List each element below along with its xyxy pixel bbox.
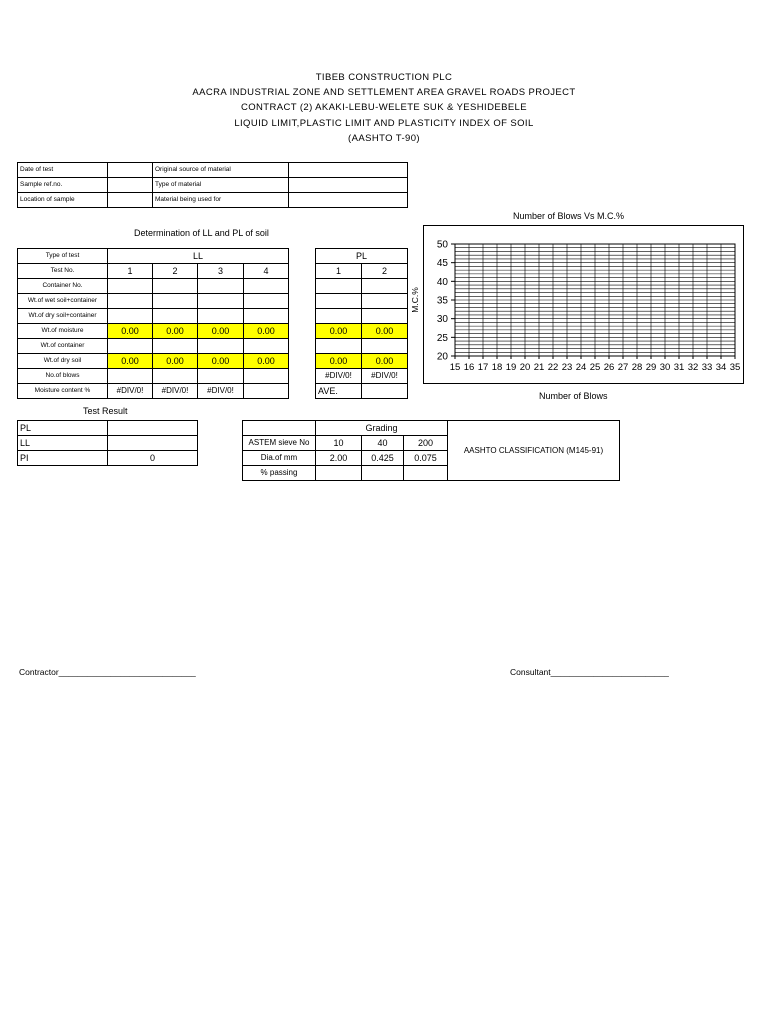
cell[interactable] xyxy=(198,309,244,324)
x-tick-label: 29 xyxy=(645,362,657,373)
x-tick-label: 26 xyxy=(603,362,615,373)
grading-table xyxy=(242,420,620,481)
ll-test-3: 3 xyxy=(198,264,244,279)
x-tick-label: 20 xyxy=(519,362,531,373)
cell[interactable] xyxy=(198,339,244,354)
use-label: Material being used for xyxy=(153,193,289,208)
cell[interactable] xyxy=(153,294,198,309)
chart-y-label: M.C.% xyxy=(410,287,420,313)
ll-result-value[interactable] xyxy=(108,436,198,451)
dry-soil-label: Wt.of dry soil xyxy=(18,354,108,369)
blows-label: No.of blows xyxy=(18,369,108,384)
type-of-test-label: Type of test xyxy=(18,249,108,264)
moisture-pl-1: 0.00 xyxy=(316,324,362,339)
date-label: Date of test xyxy=(18,163,108,178)
source-value[interactable] xyxy=(289,163,408,178)
date-value[interactable] xyxy=(108,163,153,178)
cell[interactable] xyxy=(362,294,408,309)
cell[interactable] xyxy=(244,279,289,294)
sample-value[interactable] xyxy=(108,178,153,193)
x-tick-label: 31 xyxy=(673,362,685,373)
cell[interactable] xyxy=(108,369,153,384)
sieve-200: 200 xyxy=(404,436,448,451)
moisture-ll-4: 0.00 xyxy=(244,324,289,339)
dry-ll-2: 0.00 xyxy=(153,354,198,369)
sieve-40: 40 xyxy=(362,436,404,451)
pl-test-2: 2 xyxy=(362,264,408,279)
mc-ll-1: #DIV/0! xyxy=(108,384,153,399)
source-label: Original source of material xyxy=(153,163,289,178)
mc-ll-2: #DIV/0! xyxy=(153,384,198,399)
cell[interactable] xyxy=(108,339,153,354)
cell[interactable] xyxy=(362,339,408,354)
y-tick-label: 30 xyxy=(436,314,448,326)
moisture-content-label: Moisture content % xyxy=(18,384,108,399)
ll-result-label: LL xyxy=(18,436,108,451)
container-no-label: Container No. xyxy=(18,279,108,294)
cell[interactable] xyxy=(198,279,244,294)
grading-title: Grading xyxy=(316,421,448,436)
dia-40: 0.425 xyxy=(362,451,404,466)
pl-result-value[interactable] xyxy=(108,421,198,436)
cell[interactable] xyxy=(198,294,244,309)
x-tick-label: 15 xyxy=(449,362,461,373)
wet-soil-label: Wt.of wet soil+container xyxy=(18,294,108,309)
cell[interactable] xyxy=(362,309,408,324)
average-label: AVE. xyxy=(316,384,362,399)
dry-ll-1: 0.00 xyxy=(108,354,153,369)
test-no-label: Test No. xyxy=(18,264,108,279)
x-tick-label: 19 xyxy=(505,362,517,373)
sieve-label: ASTEM sieve No xyxy=(243,436,316,451)
llpl-table xyxy=(17,248,408,399)
x-tick-label: 25 xyxy=(589,362,601,373)
cell[interactable] xyxy=(244,339,289,354)
blows-vs-mc-chart xyxy=(405,230,750,380)
cell[interactable] xyxy=(244,294,289,309)
sample-info-table xyxy=(17,162,408,208)
cell[interactable] xyxy=(153,369,198,384)
cell[interactable] xyxy=(362,279,408,294)
dry-pl-2: 0.00 xyxy=(362,354,408,369)
contractor-signature: Contractor_____________________________ xyxy=(19,667,196,677)
cell[interactable] xyxy=(198,369,244,384)
pl-result-label: PL xyxy=(18,421,108,436)
dry-ll-3: 0.00 xyxy=(198,354,244,369)
cell[interactable] xyxy=(153,339,198,354)
cell[interactable] xyxy=(244,309,289,324)
x-tick-label: 34 xyxy=(715,362,727,373)
x-tick-label: 33 xyxy=(701,362,713,373)
location-value[interactable] xyxy=(108,193,153,208)
test-result-title: Test Result xyxy=(83,406,128,416)
aashto-classification: AASHTO CLASSIFICATION (M145-91) xyxy=(448,421,620,481)
x-tick-label: 35 xyxy=(729,362,741,373)
project-title: AACRA INDUSTRIAL ZONE AND SETTLEMENT AREA GRAVEL ROADS PROJECT xyxy=(192,87,576,98)
cell[interactable] xyxy=(316,279,362,294)
moisture-pl-2: 0.00 xyxy=(362,324,408,339)
y-tick-label: 45 xyxy=(436,258,448,270)
x-tick-label: 16 xyxy=(463,362,475,373)
x-tick-label: 17 xyxy=(477,362,489,373)
consultant-signature: Consultant_________________________ xyxy=(510,667,669,677)
x-tick-label: 23 xyxy=(561,362,573,373)
sample-label: Sample ref.no. xyxy=(18,178,108,193)
dia-200: 0.075 xyxy=(404,451,448,466)
test-title: LIQUID LIMIT,PLASTIC LIMIT AND PLASTICITY INDEX OF SOIL xyxy=(234,118,534,129)
test-result-table xyxy=(17,420,198,466)
pi-result-value: 0 xyxy=(108,451,198,466)
pi-result-label: PI xyxy=(18,451,108,466)
ll-test-1: 1 xyxy=(108,264,153,279)
dry-soil-container-label: Wt.of dry soil+container xyxy=(18,309,108,324)
pl-blows-2: #DIV/0! xyxy=(362,369,408,384)
x-tick-label: 32 xyxy=(687,362,699,373)
cell[interactable] xyxy=(244,384,289,399)
pl-test-1: 1 xyxy=(316,264,362,279)
y-tick-label: 25 xyxy=(436,332,448,344)
cell[interactable] xyxy=(108,309,153,324)
x-tick-label: 30 xyxy=(659,362,671,373)
x-tick-label: 21 xyxy=(533,362,545,373)
y-tick-label: 50 xyxy=(436,239,448,251)
pl-header: PL xyxy=(316,249,408,264)
dia-label: Dia.of mm xyxy=(243,451,316,466)
moisture-ll-1: 0.00 xyxy=(108,324,153,339)
standard-ref: (AASHTO T-90) xyxy=(348,133,420,144)
cell[interactable] xyxy=(108,294,153,309)
company-name: TIBEB CONSTRUCTION PLC xyxy=(315,72,453,83)
ll-header: LL xyxy=(108,249,289,264)
passing-40[interactable] xyxy=(362,466,404,481)
ll-test-2: 2 xyxy=(153,264,198,279)
contract-title: CONTRACT (2) AKAKI-LEBU-WELETE SUK & YESHIDEBELE xyxy=(241,102,527,113)
passing-200[interactable] xyxy=(404,466,448,481)
moisture-ll-2: 0.00 xyxy=(153,324,198,339)
chart-x-label: Number of Blows xyxy=(539,391,608,401)
y-tick-label: 40 xyxy=(436,276,448,288)
dry-pl-1: 0.00 xyxy=(316,354,362,369)
cell[interactable] xyxy=(153,309,198,324)
cell[interactable] xyxy=(316,339,362,354)
dry-ll-4: 0.00 xyxy=(244,354,289,369)
x-tick-label: 28 xyxy=(631,362,643,373)
moisture-ll-3: 0.00 xyxy=(198,324,244,339)
y-tick-label: 20 xyxy=(436,351,448,363)
cell[interactable] xyxy=(244,369,289,384)
cell[interactable] xyxy=(108,279,153,294)
x-tick-label: 22 xyxy=(547,362,559,373)
cell[interactable] xyxy=(153,279,198,294)
use-value[interactable] xyxy=(289,193,408,208)
chart-title: Number of Blows Vs M.C.% xyxy=(513,211,625,221)
type-value[interactable] xyxy=(289,178,408,193)
container-weight-label: Wt.of container xyxy=(18,339,108,354)
passing-label: % passing xyxy=(243,466,316,481)
average-value[interactable] xyxy=(362,384,408,399)
dia-10: 2.00 xyxy=(316,451,362,466)
cell[interactable] xyxy=(316,294,362,309)
x-tick-label: 27 xyxy=(617,362,629,373)
x-tick-label: 18 xyxy=(491,362,503,373)
llpl-section-title: Determination of LL and PL of soil xyxy=(134,228,269,238)
location-label: Location of sample xyxy=(18,193,108,208)
pl-blows-1: #DIV/0! xyxy=(316,369,362,384)
moisture-label: Wt.of moisture xyxy=(18,324,108,339)
type-label: Type of material xyxy=(153,178,289,193)
ll-test-4: 4 xyxy=(244,264,289,279)
passing-10[interactable] xyxy=(316,466,362,481)
x-tick-label: 24 xyxy=(575,362,587,373)
mc-ll-3: #DIV/0! xyxy=(198,384,244,399)
sieve-10: 10 xyxy=(316,436,362,451)
cell[interactable] xyxy=(316,309,362,324)
y-tick-label: 35 xyxy=(436,295,448,307)
